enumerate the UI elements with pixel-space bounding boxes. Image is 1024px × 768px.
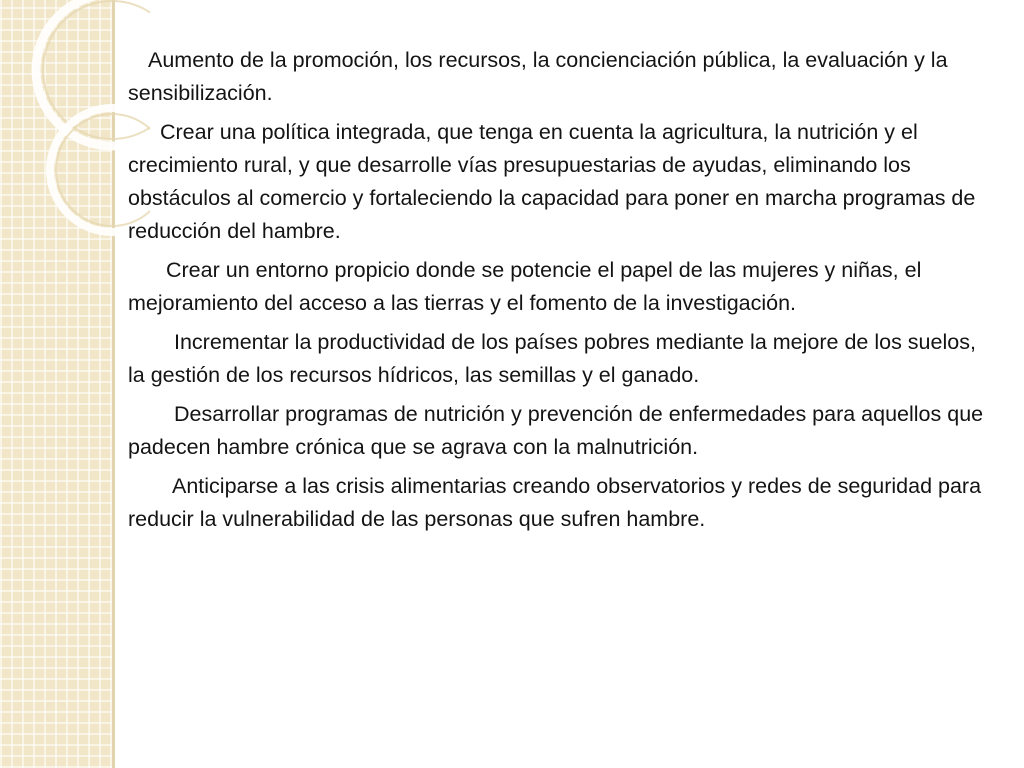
paragraph-food-crises: Anticiparse a las crisis alimentarias creando observatorios y redes de seguridad para reducir la vulnerabilidad de las personas que sufren hambre. <box>128 474 982 531</box>
slide-body <box>128 44 990 542</box>
paragraph-nutrition-programs: Desarrollar programas de nutrición y prevención de enfermedades para aquellos que padecen hambre crónica que se agrava con la malnutrición. <box>128 402 984 459</box>
paragraph-promotion: Aumento de la promoción, los recursos, la concienciación pública, la evaluación y la sensibilización. <box>128 48 948 105</box>
paragraph-productivity: Incrementar la productividad de los países pobres mediante la mejore de los suelos, la gestión de los recursos hídricos, las semillas y el ganado. <box>128 330 976 387</box>
paragraph-integrated-policy: Crear una política integrada, que tenga en cuenta la agricultura, la nutrición y el crecimiento rural, y que desarrolle vías presupuestarias de ayudas, eliminando los obstáculos al comercio y fortaleciendo la capacidad para poner en marcha programas de reducción del hambre. <box>128 120 976 243</box>
paragraph-enabling-environment: Crear un entorno propicio donde se potencie el papel de las mujeres y niñas, el mejoramiento del acceso a las tierras y el fomento de la investigación. <box>128 258 922 315</box>
